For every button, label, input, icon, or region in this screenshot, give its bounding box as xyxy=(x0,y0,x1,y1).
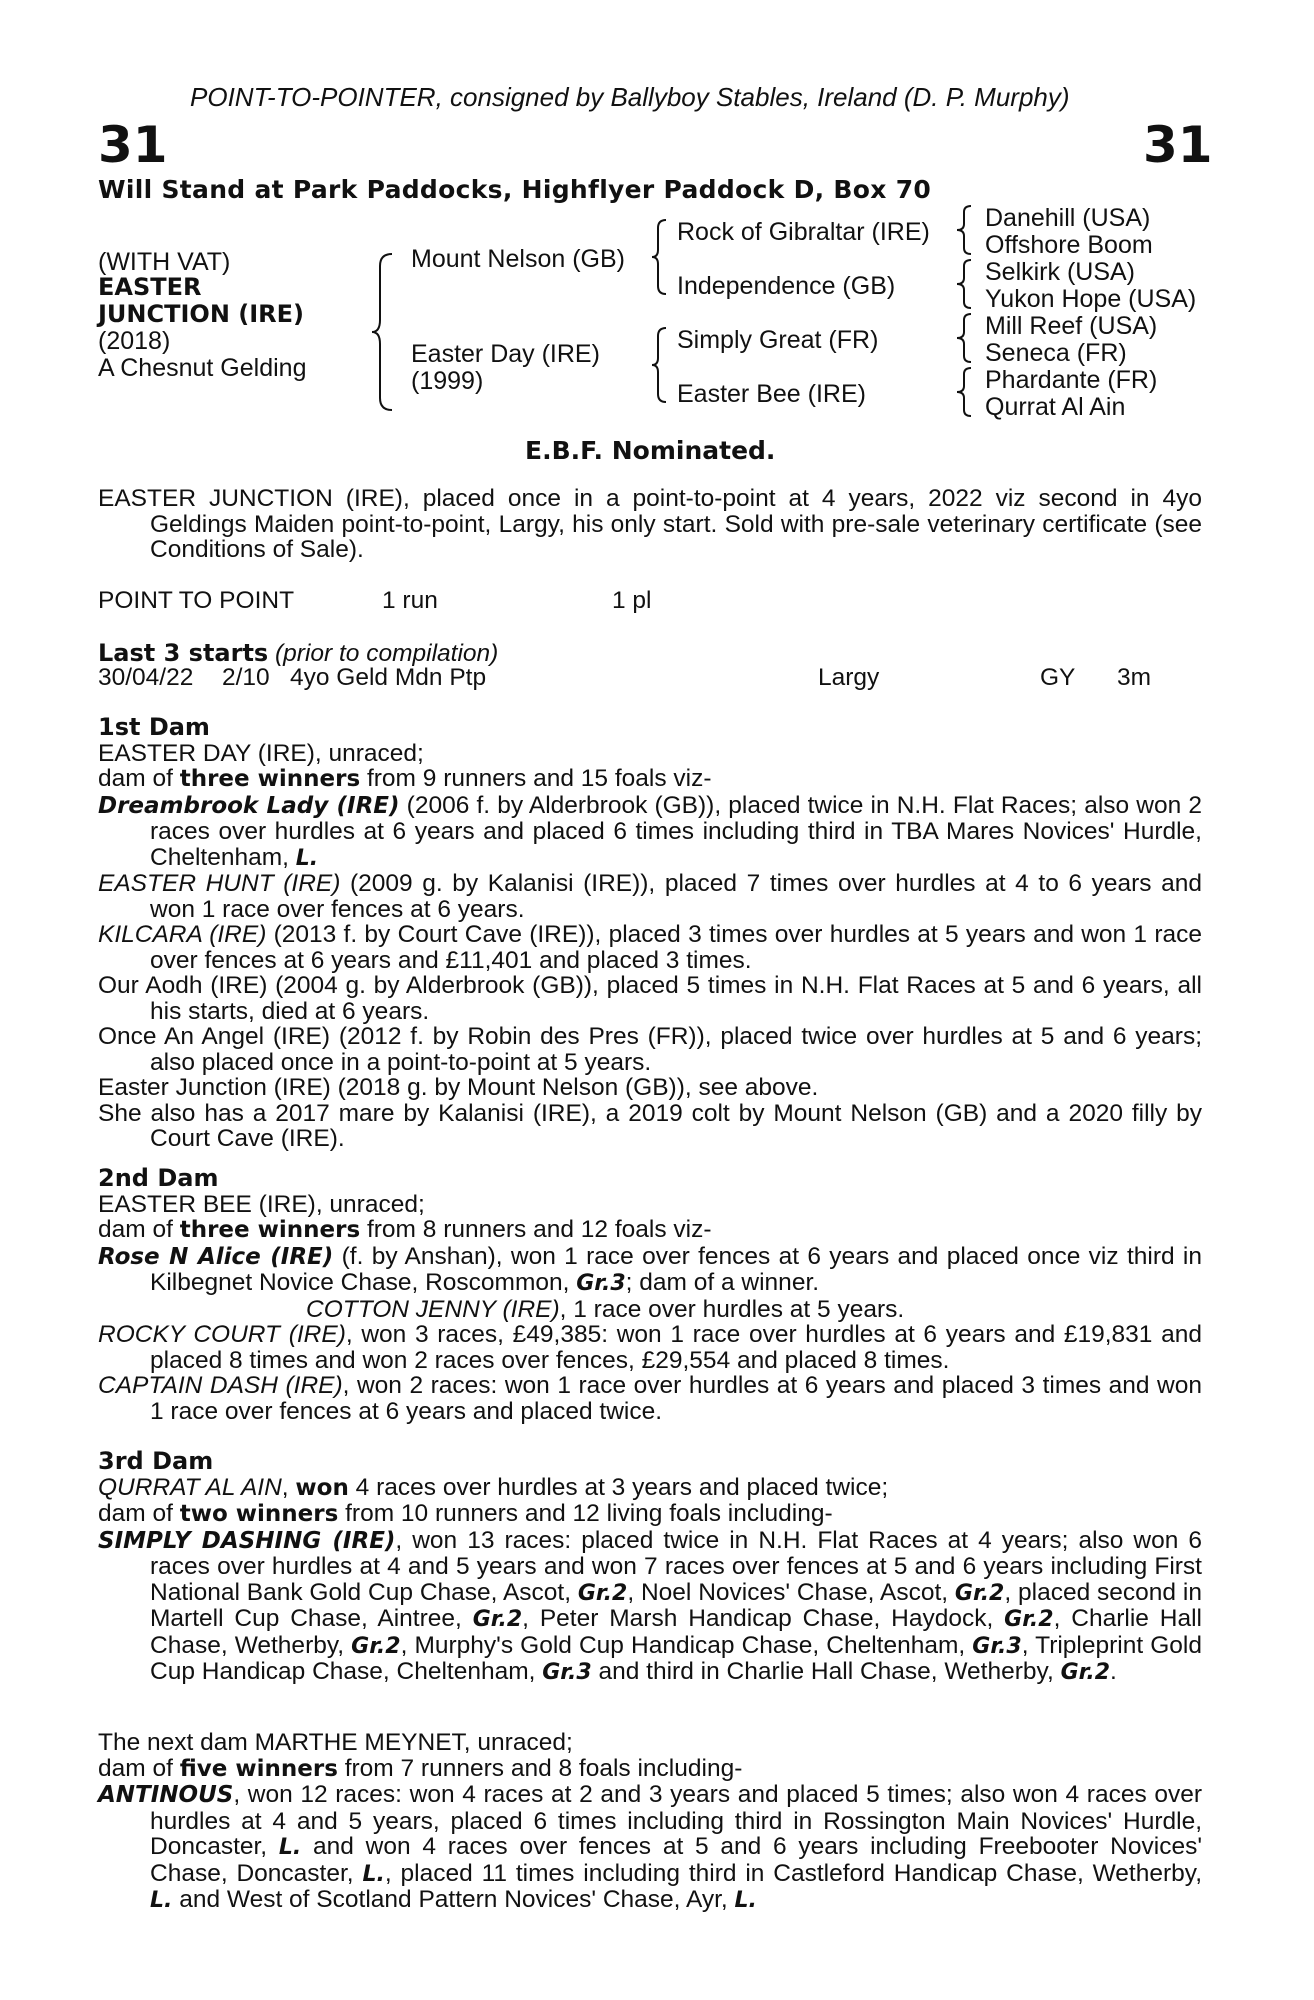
first-dam-produce-line: dam of three winners from 9 runners and 15 foals viz- xyxy=(98,765,712,792)
start-going: GY xyxy=(1040,664,1076,691)
dam-name: Easter Day (IRE) xyxy=(411,340,600,368)
horse-name-line2: JUNCTION (IRE) xyxy=(98,300,305,328)
lot-number-left: 31 xyxy=(98,116,168,174)
pedigree-brace-g3 xyxy=(955,312,973,364)
first-dam-also: She also has a 2017 mare by Kalanisi (IRE), a 2019 colt by Mount Nelson (GB) and a 2020 filly by Court Cave (IRE). xyxy=(98,1099,1202,1152)
vat-label: (WITH VAT) xyxy=(98,248,231,276)
ancestor-g3: Selkirk (USA) xyxy=(985,258,1136,286)
first-dam-entry-2: EASTER HUNT (IRE) (2009 g. by Kalanisi (IRE)), placed 7 times over hurdles at 4 to 6 years and won 1 race over fences at 6 years. xyxy=(98,870,1202,923)
third-dam-section xyxy=(98,1449,1202,1686)
next-dam-section xyxy=(98,1730,1202,1914)
sire-name: Mount Nelson (GB) xyxy=(411,245,625,273)
second-dam-entry-3: CAPTAIN DASH (IRE), won 2 races: won 1 race over hurdles at 6 years and placed 3 times and won 1 race over fences at 6 years and placed twice. xyxy=(98,1372,1202,1425)
next-dam-produce-line: dam of five winners from 7 runners and 8 foals including- xyxy=(98,1754,743,1782)
second-dam-line: EASTER BEE (IRE), unraced; xyxy=(98,1190,425,1218)
first-dam-section xyxy=(98,715,1202,1152)
stand-location: Will Stand at Park Paddocks, Highflyer Paddock D, Box 70 xyxy=(98,175,932,204)
pedigree-brace-g4 xyxy=(955,366,973,418)
start-distance: 3m xyxy=(1117,664,1152,691)
pedigree-brace-g2 xyxy=(955,258,973,310)
first-dam-entry-4: Our Aodh (IRE) (2004 g. by Alderbrook (GB)), placed 5 times in N.H. Flat Races at 5 and 6 years, all his starts, died at 6 years. xyxy=(98,972,1202,1025)
start-position: 2/10 xyxy=(222,664,270,691)
pedigree-brace-dam xyxy=(650,326,668,404)
ancestor-g4: Yukon Hope (USA) xyxy=(985,285,1197,313)
ancestor-g6: Seneca (FR) xyxy=(985,339,1127,367)
second-dam-entry-2: ROCKY COURT (IRE), won 3 races, £49,385: won 1 race over hurdles at 6 years and £19,831 and placed 8 times and won 2 races over fences, £29,554 and placed 8 times. xyxy=(98,1321,1202,1374)
second-dam-entry-1-sub: COTTON JENNY (IRE), 1 race over hurdles at 5 years. xyxy=(306,1295,905,1323)
lot-number-right: 31 xyxy=(1143,116,1213,174)
horse-description: A Chesnut Gelding xyxy=(98,354,307,382)
next-dam-line: The next dam MARTHE MEYNET, unraced; xyxy=(98,1729,573,1756)
record-label: POINT TO POINT xyxy=(98,587,295,614)
start-date: 30/04/22 xyxy=(98,664,194,691)
pedigree-brace-main xyxy=(370,252,396,412)
dam-dam: Easter Bee (IRE) xyxy=(677,380,866,408)
first-dam-entry-1: Dreambrook Lady (IRE) (2006 f. by Alderbrook (GB)), placed twice in N.H. Flat Races; also won 2 races over hurdles at 6 years and placed 6 times including third in TBA Mares Novices' Hurdle, Cheltenham, L. xyxy=(98,791,1202,871)
start-course: Largy xyxy=(818,664,880,691)
pedigree-brace-sire xyxy=(650,218,668,296)
summary-text: EASTER JUNCTION (IRE), placed once in a point-to-point at 4 years, 2022 viz second in 4yo Geldings Maiden point-to-point, Largy, his only start. Sold with pre-sale veterinary certificate (see Conditions of Sale). xyxy=(98,485,1202,563)
third-dam-produce-line: dam of two winners from 10 runners and 12 living foals including- xyxy=(98,1500,833,1527)
record-runs: 1 run xyxy=(382,587,438,614)
record-placed: 1 pl xyxy=(612,587,652,614)
horse-name-line1: EASTER xyxy=(98,273,202,301)
sire-sire: Rock of Gibraltar (IRE) xyxy=(677,218,930,246)
second-dam-produce-line: dam of three winners from 8 runners and 12 foals viz- xyxy=(98,1216,712,1243)
consignor-line: POINT-TO-POINTER, consigned by Ballyboy Stables, Ireland (D. P. Murphy) xyxy=(190,82,1070,112)
third-dam-entry-1: SIMPLY DASHING (IRE), won 13 races: placed twice in N.H. Flat Races at 4 years; also won 6 races over hurdles at 4 and 5 years and won 7 races over fences at 5 and 6 years including First National Bank Gold Cup Chase, Ascot, Gr.2, Noel Novices' Chase, Ascot, Gr.2, placed second in Martell Cup Chase, Aintree, Gr.2, Peter Marsh Handicap Chase, Haydock, Gr.2, Charlie Hall Chase, Wetherby, Gr.2, Murphy's Gold Cup Handicap Chase, Cheltenham, Gr.3, Tripleprint Gold Cup Handicap Chase, Cheltenham, Gr.3 and third in Charlie Hall Chase, Wetherby, Gr.2. xyxy=(98,1526,1202,1685)
third-dam-line: QURRAT AL AIN, won 4 races over hurdles at 3 years and placed twice; xyxy=(98,1473,889,1501)
horse-summary xyxy=(98,486,1202,563)
pedigree-brace-g1 xyxy=(955,204,973,256)
second-dam-heading: 2nd Dam xyxy=(98,1164,219,1192)
ancestor-g7: Phardante (FR) xyxy=(985,366,1158,394)
first-dam-line: EASTER DAY (IRE), unraced; xyxy=(98,739,424,767)
ancestor-g2: Offshore Boom xyxy=(985,231,1153,259)
first-dam-entry-3: KILCARA (IRE) (2013 f. by Court Cave (IRE)), placed 3 times over hurdles at 5 years and won 1 race over fences at 6 years and £11,401 and placed 3 times. xyxy=(98,921,1202,974)
last-starts-title: Last 3 starts xyxy=(98,639,269,667)
ancestor-g1: Danehill (USA) xyxy=(985,204,1151,232)
third-dam-heading: 3rd Dam xyxy=(98,1447,214,1475)
ancestor-g5: Mill Reef (USA) xyxy=(985,312,1158,340)
second-dam-entry-1: Rose N Alice (IRE) (f. by Anshan), won 1 race over fences at 6 years and placed once viz third in Kilbegnet Novice Chase, Roscommon, Gr.3; dam of a winner. xyxy=(98,1242,1202,1296)
sire-dam: Independence (GB) xyxy=(677,272,896,300)
ebf-nominated: E.B.F. Nominated. xyxy=(525,436,776,465)
last-starts-note: (prior to compilation) xyxy=(275,640,499,667)
dam-year: (1999) xyxy=(411,367,484,395)
ancestor-g8: Qurrat Al Ain xyxy=(985,393,1126,421)
next-dam-entry-1: ANTINOUS, won 12 races: won 4 races at 2 and 3 years and placed 5 times; also won 4 races over hurdles at 4 and 5 years, placed 6 times including third in Rossington Main Novices' Hurdle, Doncaster, L. and won 4 races over fences at 5 and 6 years including Freebooter Novices' Chase, Doncaster, L., placed 11 times including third in Castleford Handicap Chase, Wetherby, L. and West of Scotland Pattern Novices' Chase, Ayr, L. xyxy=(98,1781,1203,1913)
first-dam-entry-5: Once An Angel (IRE) (2012 f. by Robin des Pres (FR)), placed twice over hurdles at 5 and 6 years; also placed once in a point-to-point at 5 years. xyxy=(98,1023,1202,1076)
first-dam-entry-6: Easter Junction (IRE) (2018 g. by Mount Nelson (GB)), see above. xyxy=(98,1074,819,1101)
start-race: 4yo Geld Mdn Ptp xyxy=(290,664,487,691)
second-dam-section xyxy=(98,1166,1202,1424)
dam-sire: Simply Great (FR) xyxy=(677,326,879,354)
first-dam-heading: 1st Dam xyxy=(98,713,210,741)
foaling-year: (2018) xyxy=(98,327,171,355)
